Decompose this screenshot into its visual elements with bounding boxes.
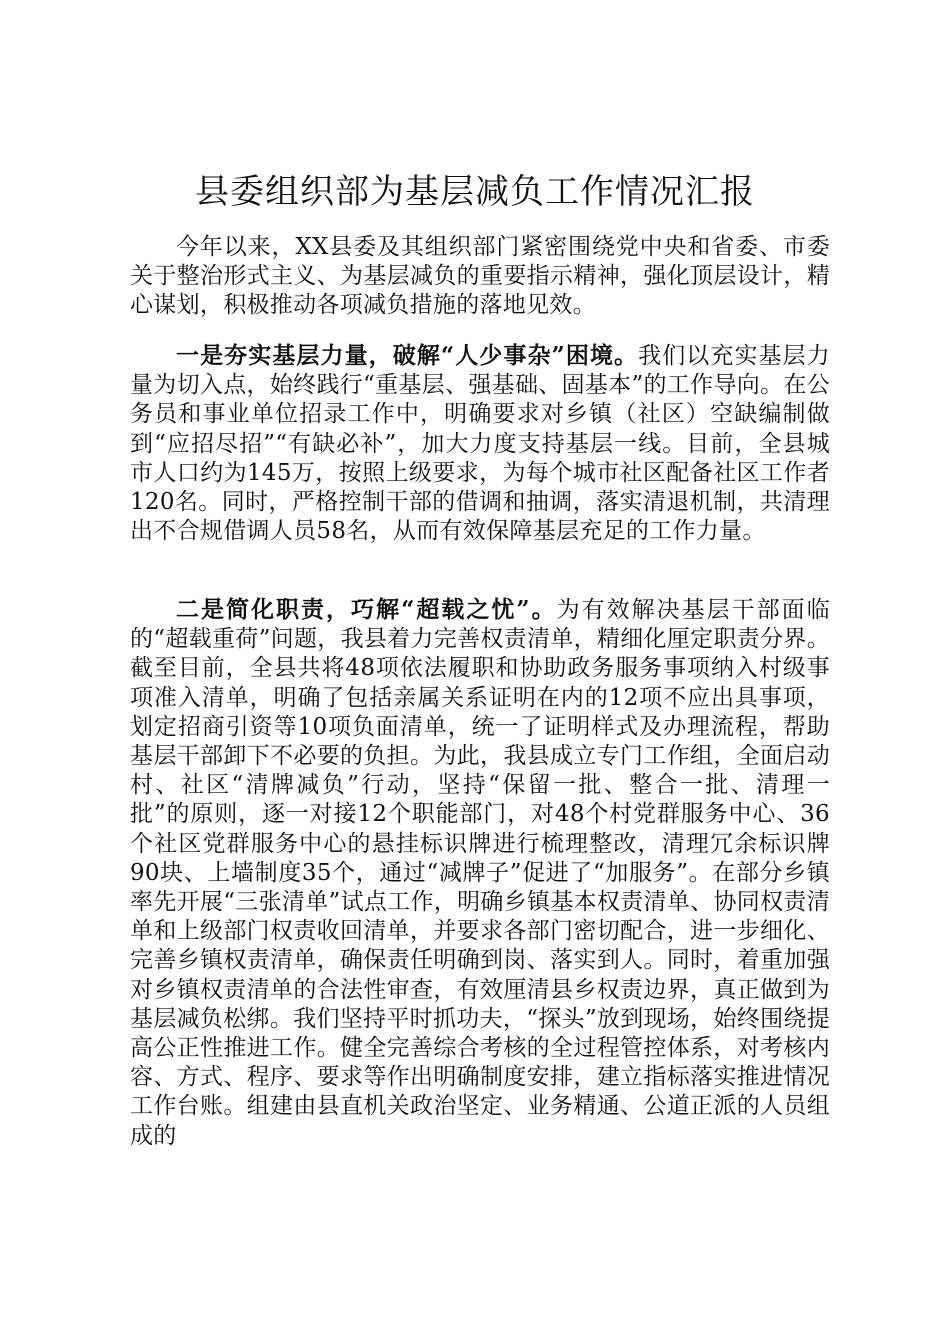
section-one-text: 我们以充实基层力量为切入点，始终践行“重基层、强基础、固基本”的工作导向。在公务员和事业单位招录工作中，明确要求对乡镇（社区）空缺编制做到“应招尽招”“有缺必补”，加大力度支持基层一线。目前，全县城市人口约为145万，按照上级要求，为每个城市社区配备社区工作者120名。同时，严格控制干部的借调和抽调，落实清退机制，共清理出不合规借调人员58名，从而有效保障基层充足的工作力量。 — [130, 343, 830, 545]
section-one-paragraph — [130, 341, 830, 546]
document-title: 县委组织部为基层减负工作情况汇报 — [195, 172, 755, 212]
paragraph-text: 今年以来，XX县委及其组织部门紧密围绕党中央和省委、市委关于整治形式主义、为基层减负的重要指示精神，强化顶层设计，精心谋划，积极推动各项减负措施的落地见效。 — [130, 234, 830, 319]
section-two-text: 为有效解决基层干部面临的“超载重荷”问题，我县着力完善权责清单，精细化厘定职责分界。截至目前，全县共将48项依法履职和协助政务服务事项纳入村级事项准入清单，明确了包括亲属关系证明在内的12项不应出具事项，划定招商引资等10项负面清单，统一了证明样式及办理流程，帮助基层干部卸下不必要的负担。为此，我县成立专门工作组，全面启动村、社区“清牌减负”行动，坚持“保留一批、整合一批、清理一批”的原则，逐一对接12个职能部门，对48个村党群服务中心、36个社区党群服务中心的悬挂标识牌进行梳理整改，清理冗余标识牌90块、上墙制度35个，通过“减牌子”促进了“加服务”。在部分乡镇率先开展“三张清单”试点工作，明确乡镇基本权责清单、协同权责清单和上级部门权责收回清单，并要求各部门密切配合，进一步细化、完善乡镇权责清单，确保责任明确到岗、落实到人。同时，着重加强对乡镇权责清单的合法性审查，有效厘清县乡权责边界，真正做到为基层减负松绑。我们坚持平时抓功夫，“探头”放到现场，始终围绕提高公正性推进工作。健全完善综合考核的全过程管控体系，对考核内容、方式、程序、要求等作出明确制度安排，建立指标落实推进情况工作台账。组建由县直机关政治坚定、业务精通、公道正派的人员组成的 — [130, 597, 830, 1149]
section-two-paragraph — [130, 595, 830, 1151]
section-two-heading: 二是简化职责，巧解“超载之忧”。 — [176, 596, 557, 623]
intro-paragraph — [130, 233, 830, 321]
section-one-heading: 一是夯实基层力量，破解“人少事杂”困境。 — [176, 342, 639, 369]
